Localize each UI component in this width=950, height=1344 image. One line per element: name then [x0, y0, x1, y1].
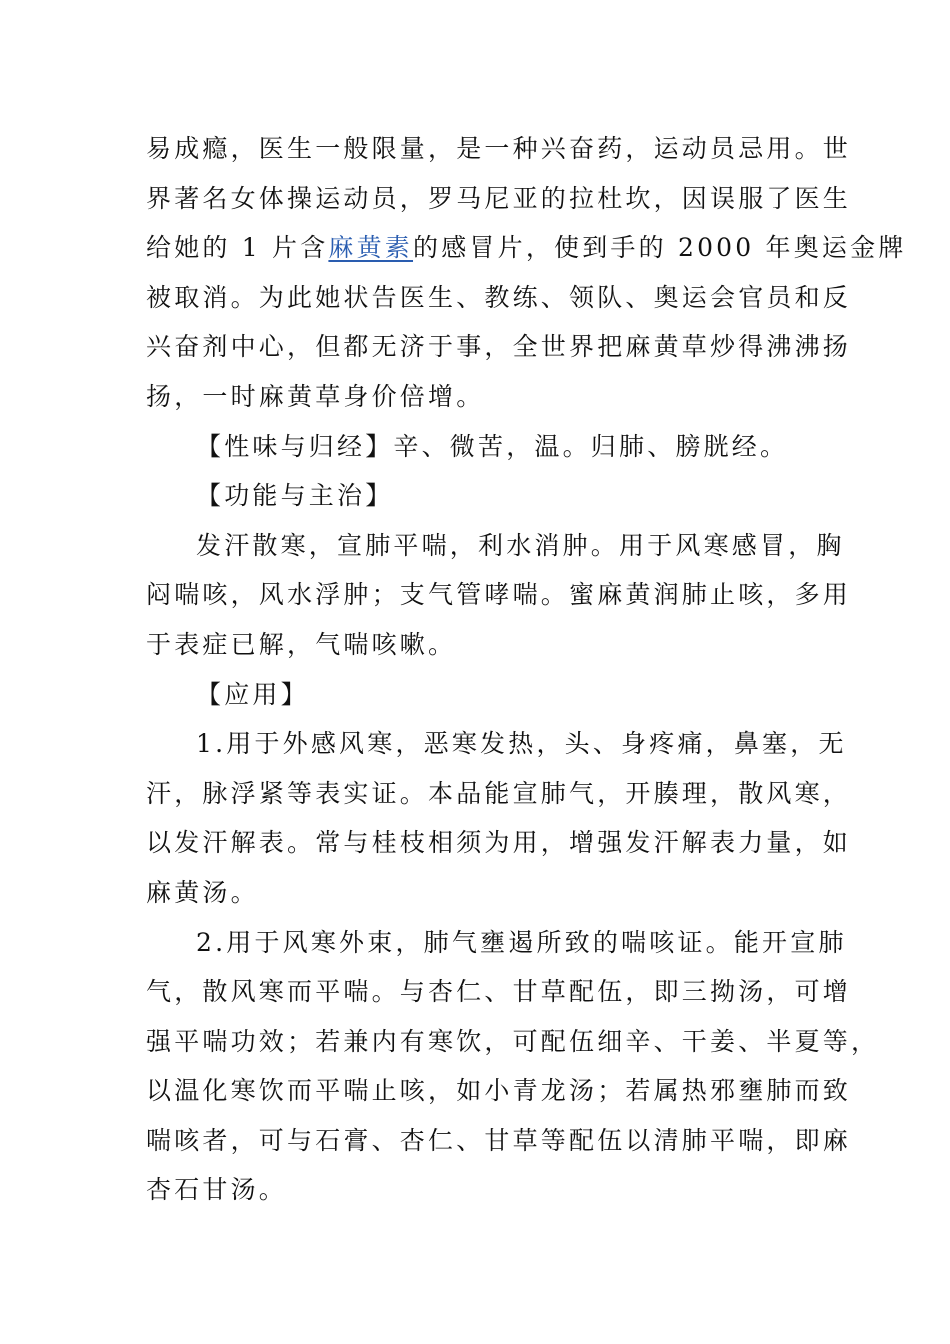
application-heading: 【应用】 — [196, 679, 309, 709]
text-line: 麻黄汤。 — [146, 877, 259, 907]
text-line: 杏石甘汤。 — [146, 1175, 288, 1205]
text-line: 汗，脉浮紧等表实证。本品能宣肺气，开腠理，散风寒， — [146, 778, 852, 808]
text-line: 喘咳者，可与石膏、杏仁、甘草等配伍以清肺平喘，即麻 — [146, 1125, 852, 1155]
nature-and-meridian: 【性味与归经】辛、微苦，温。归肺、膀胱经。 — [196, 431, 789, 461]
paragraph-ephedra-doping — [146, 124, 907, 422]
function-paragraph — [146, 521, 852, 670]
text-span: 给她的 1 片含 — [146, 233, 329, 263]
text-line: 闷喘咳，风水浮肿；支气管哮喘。蜜麻黄润肺止咳，多用 — [146, 580, 852, 610]
ephedrine-link[interactable]: 麻黄素 — [328, 233, 414, 263]
text-line: 强平喘功效；若兼内有寒饮，可配伍细辛、干姜、半夏等， — [146, 1026, 880, 1056]
text-line: 扬，一时麻黄草身价倍增。 — [146, 381, 485, 411]
text-line: 发汗散寒，宣肺平喘，利水消肿。用于风寒感冒，胸 — [196, 530, 845, 560]
document-body — [146, 124, 907, 1215]
text-line: 2.用于风寒外束，肺气壅遏所致的喘咳证。能开宣肺 — [196, 927, 847, 957]
text-line: 界著名女体操运动员，罗马尼亚的拉杜坎，因误服了医生 — [146, 183, 852, 213]
text-line: 被取消。为此她状告医生、教练、领队、奥运会官员和反 — [146, 282, 852, 312]
text-line: 以发汗解表。常与桂枝相须为用，增强发汗解表力量，如 — [146, 828, 852, 858]
text-line: 气，散风寒而平喘。与杏仁、甘草配伍，即三拗汤，可增 — [146, 977, 852, 1007]
application-item-2 — [146, 918, 880, 1216]
text-line — [146, 223, 907, 273]
function-heading: 【功能与主治】 — [196, 481, 394, 511]
application-item-1 — [146, 719, 852, 917]
text-line: 1.用于外感风寒，恶寒发热，头、身疼痛，鼻塞，无 — [196, 729, 847, 759]
text-line: 以温化寒饮而平喘止咳，如小青龙汤；若属热邪壅肺而致 — [146, 1076, 852, 1106]
text-span: 的感冒片，使到手的 2000 年奥运金牌 — [413, 233, 907, 263]
text-line: 于表症已解，气喘咳嗽。 — [146, 629, 457, 659]
text-line: 易成瘾，医生一般限量，是一种兴奋药，运动员忌用。世 — [146, 134, 852, 163]
text-line: 兴奋剂中心，但都无济于事，全世界把麻黄草炒得沸沸扬 — [146, 332, 852, 362]
